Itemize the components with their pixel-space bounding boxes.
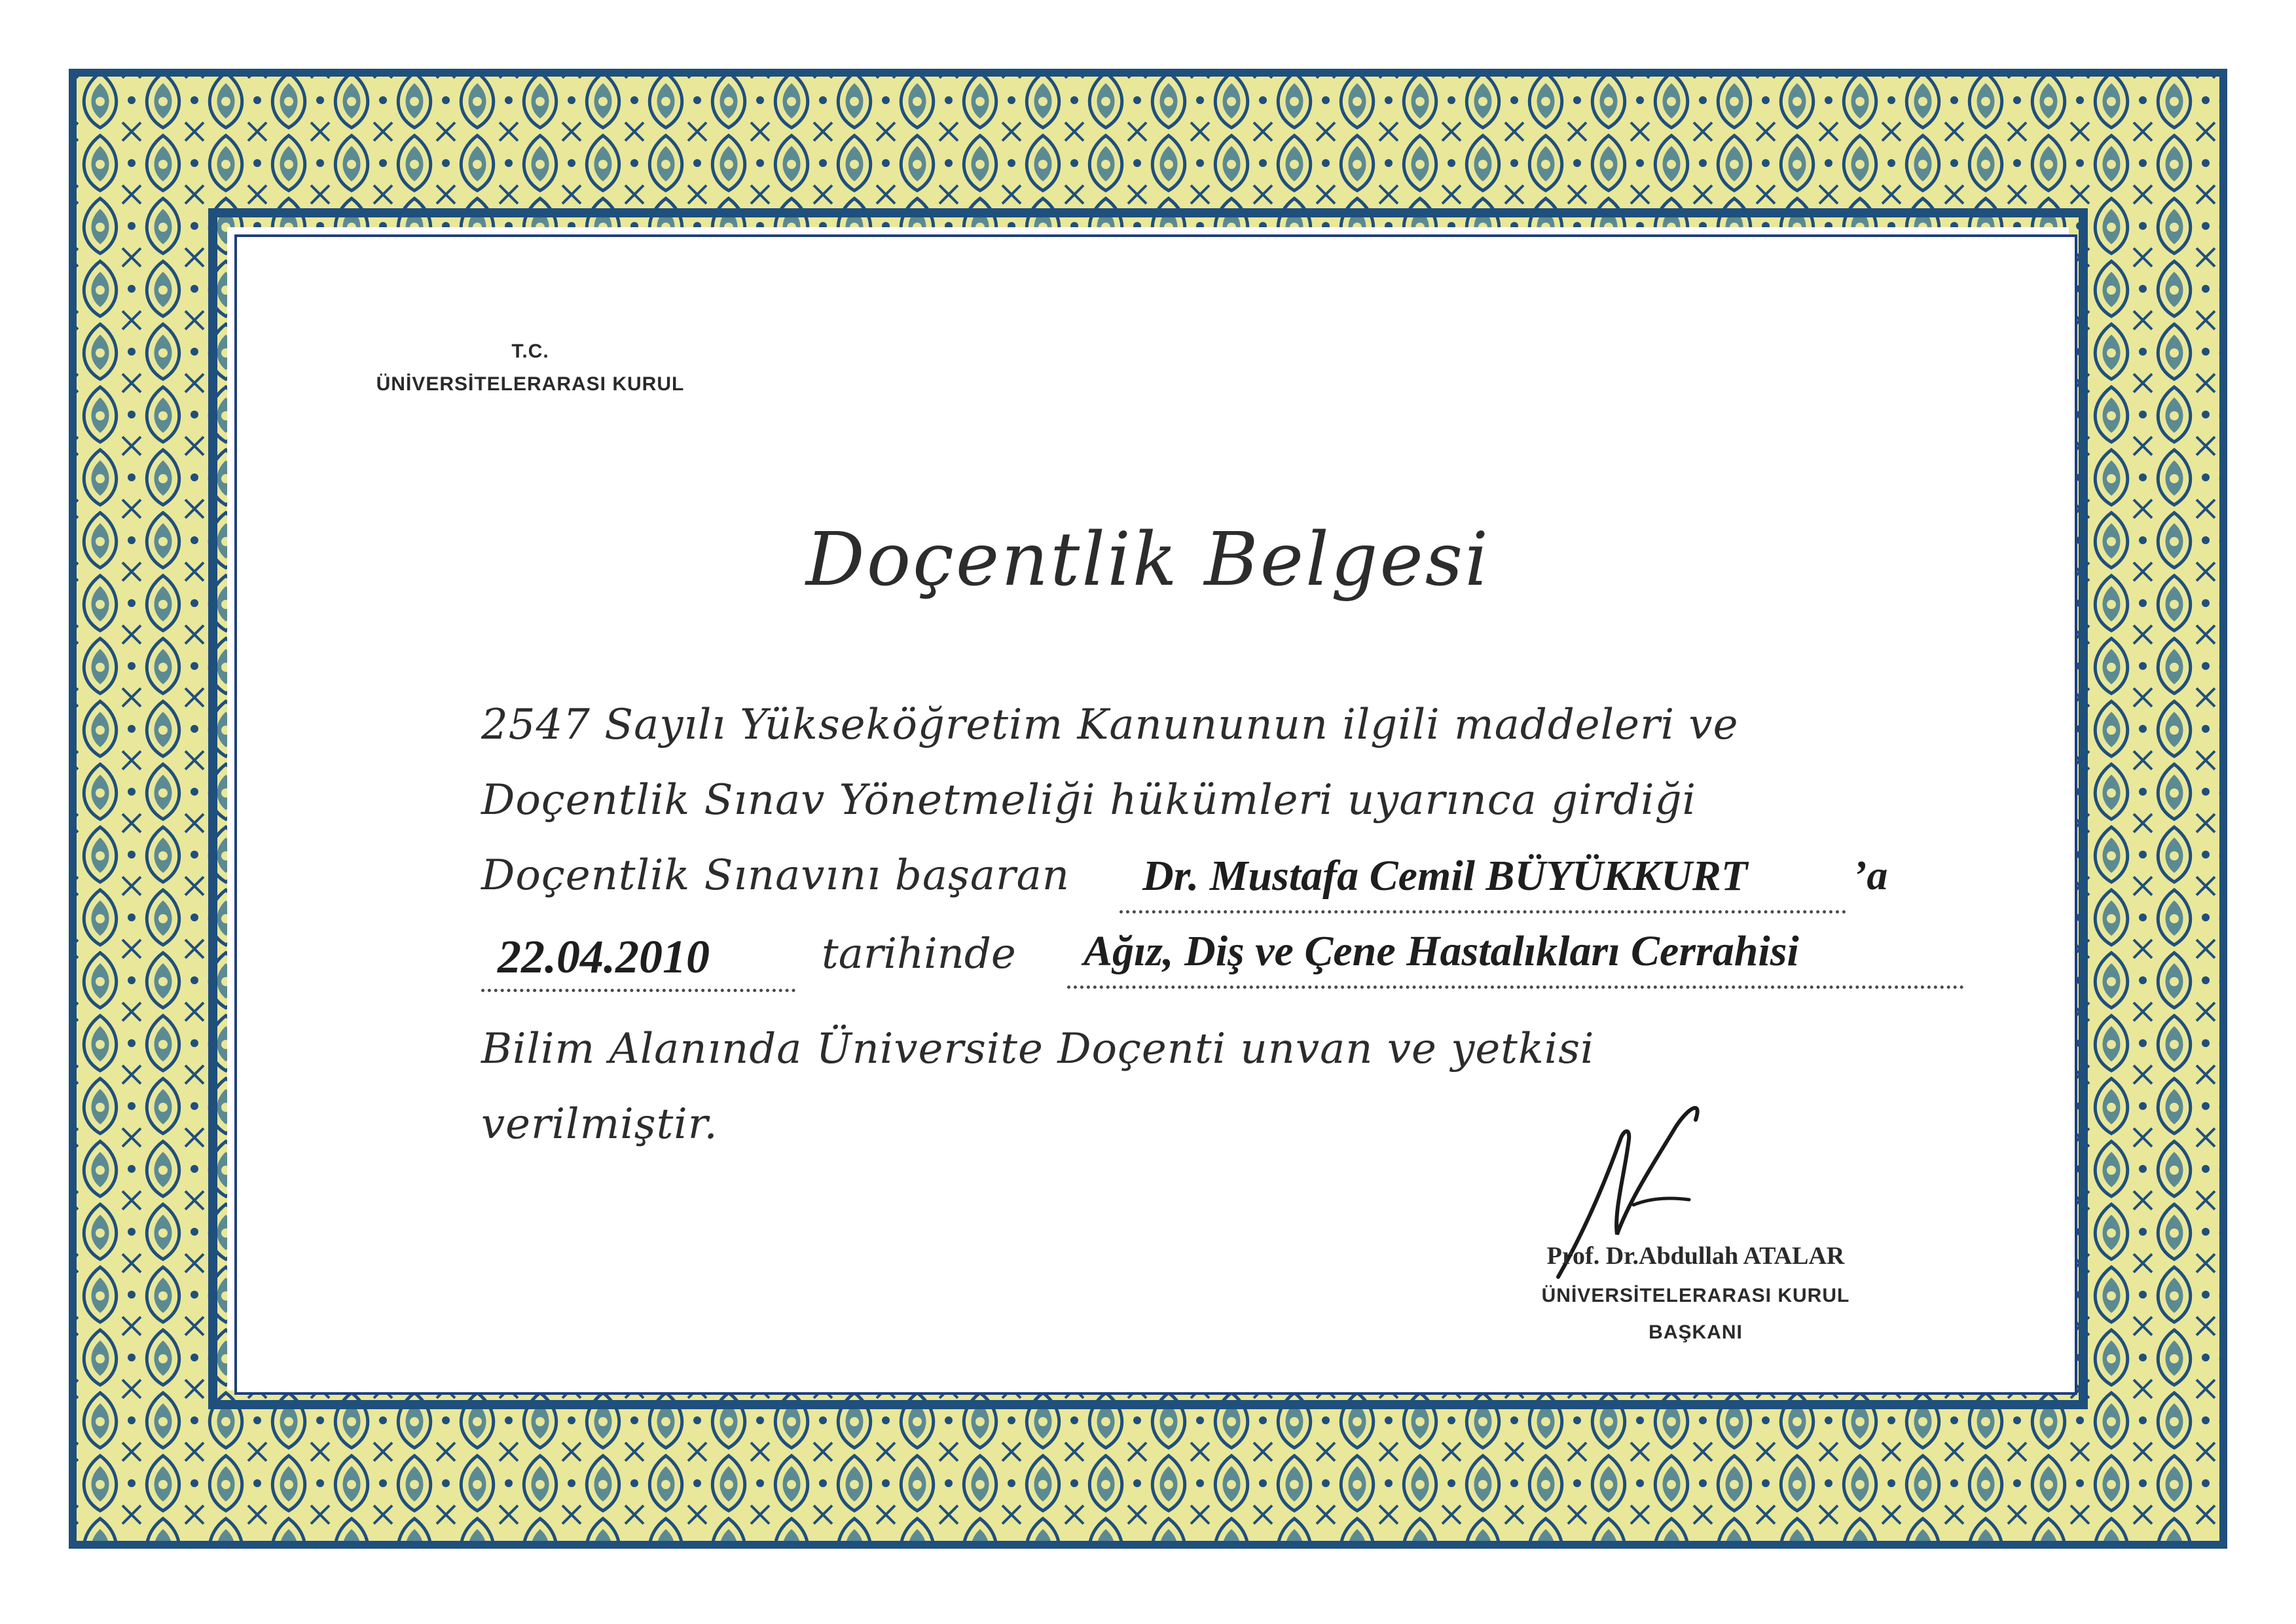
signatory-organization: ÜNİVERSİTELERARASI KURUL xyxy=(1541,1285,1850,1306)
body-line-5: Bilim Alanında Üniversite Doçenti unvan ve yetkisi xyxy=(481,1025,1595,1073)
document-title: Doçentlik Belgesi xyxy=(805,517,1491,602)
name-dotted-line xyxy=(1120,910,1846,913)
issuer-country: T.C. xyxy=(511,341,549,362)
recipient-suffix: ’a xyxy=(1853,852,1888,898)
field-dotted-line xyxy=(1067,986,1964,989)
science-field: Ağız, Diş ve Çene Hastalıkları Cerrahisi xyxy=(1084,927,1799,975)
recipient-name: Dr. Mustafa Cemil BÜYÜKKURT xyxy=(1142,852,1748,900)
body-line-2: Doçentlik Sınav Yönetmeliği hükümleri uyarınca girdiği xyxy=(481,776,1696,824)
date-dotted-line xyxy=(481,989,795,992)
award-date: 22.04.2010 xyxy=(498,931,710,983)
signatory-title: BAŞKANI xyxy=(1649,1321,1743,1343)
body-line-6: verilmiştir. xyxy=(481,1100,718,1149)
signatory-name: Prof. Dr.Abdullah ATALAR xyxy=(1546,1242,1845,1270)
issuer-name: ÜNİVERSİTELERARASI KURUL xyxy=(376,373,685,395)
body-line-3-prefix: Doçentlik Sınavını başaran xyxy=(481,851,1070,900)
date-connector: tarihinde xyxy=(822,930,1016,978)
body-line-1: 2547 Sayılı Yükseköğretim Kanununun ilgili maddeleri ve xyxy=(481,701,1739,749)
